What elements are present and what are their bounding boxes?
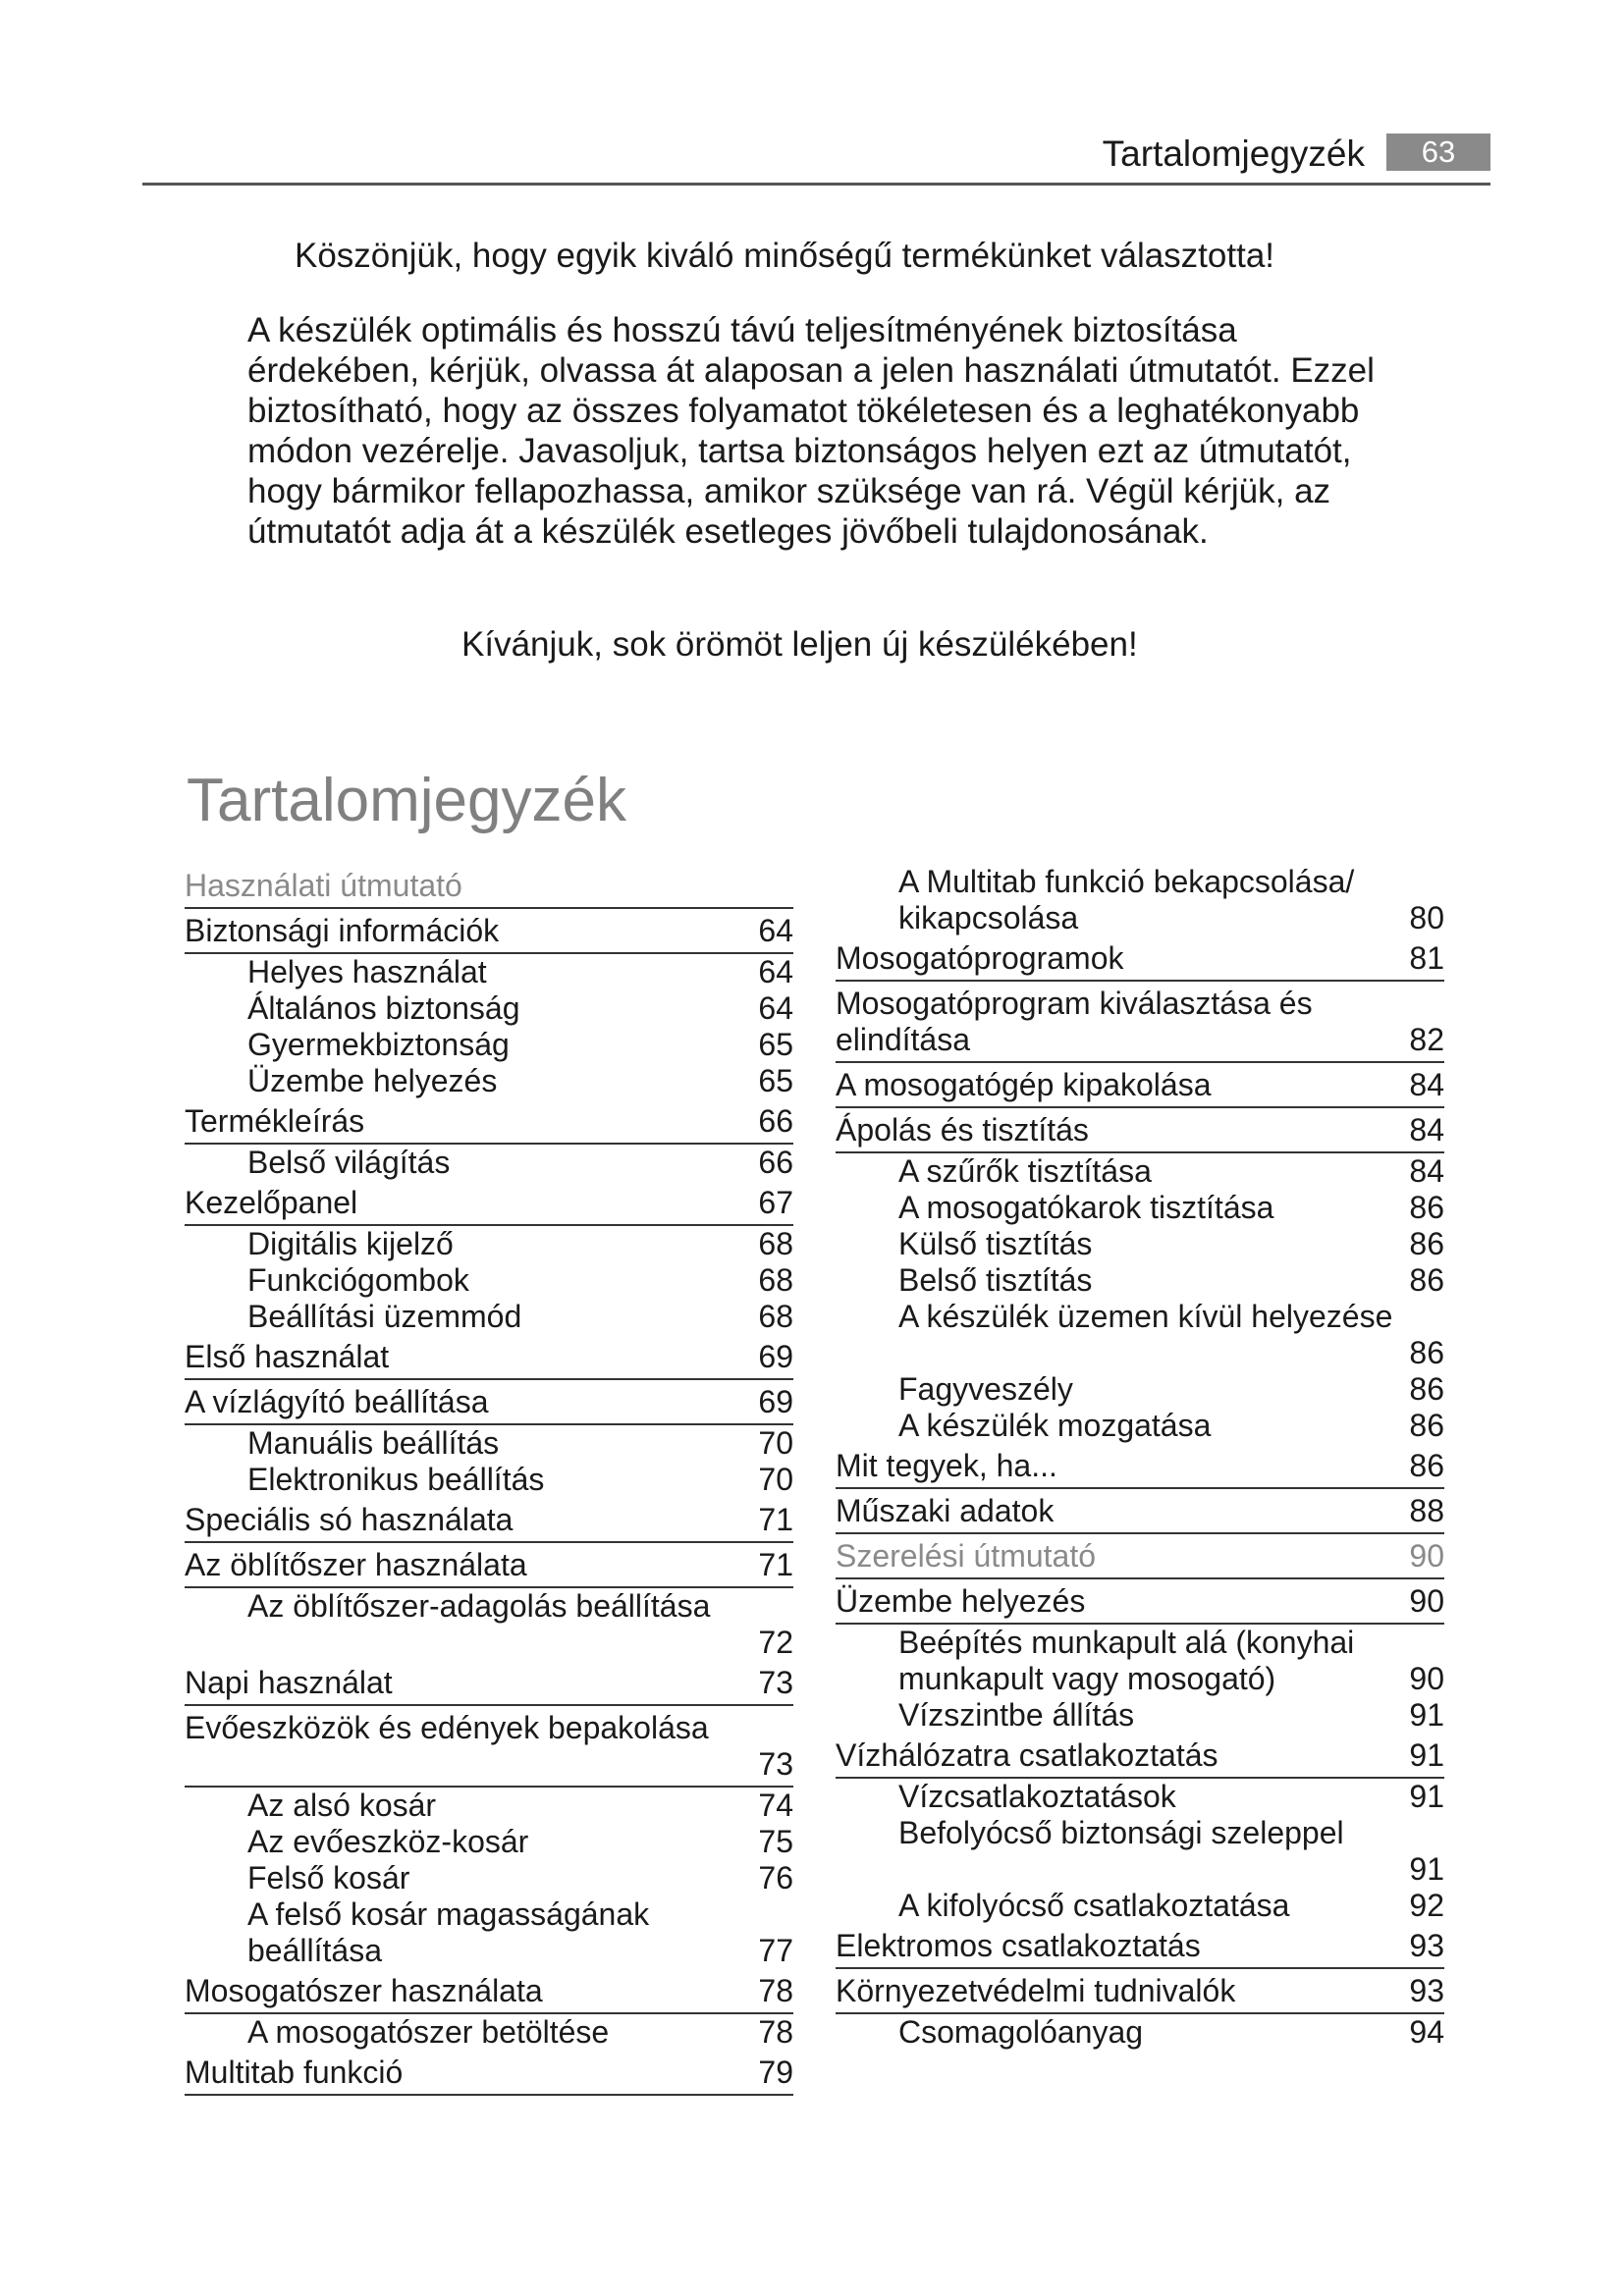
toc-subentry[interactable]: [185, 1824, 793, 1860]
toc-subentry-title: Az evőeszköz-kosár: [247, 1824, 529, 1859]
toc-subentry[interactable]: [836, 1226, 1444, 1262]
toc-subentry[interactable]: [185, 954, 793, 990]
toc-page-number: 81: [1409, 940, 1444, 976]
toc-section-label-text: Szerelési útmutató: [836, 1538, 1097, 1574]
toc-subentry-title: A Multitab funkció bekapcsolása/ kikapcsolása: [898, 864, 1355, 935]
toc-chapter-entry[interactable]: [185, 909, 793, 954]
toc-page-number: 64: [758, 913, 793, 948]
toc-subentry[interactable]: [185, 990, 793, 1027]
toc-page-number: 64: [758, 990, 793, 1026]
toc-page-number: 73: [758, 1665, 793, 1700]
toc-chapter-title: Mosogatóprogramok: [836, 940, 1124, 976]
intro-thanks: Köszönjük, hogy egyik kiváló minőségű termékünket választotta!: [295, 237, 1275, 275]
toc-page-number: 68: [758, 1299, 793, 1334]
toc-chapter-title: Mit tegyek, ha...: [836, 1448, 1057, 1483]
toc-chapter-entry[interactable]: [836, 1444, 1444, 1489]
toc-page-number: 86: [1409, 1335, 1444, 1370]
toc-chapter-entry[interactable]: [185, 1498, 793, 1543]
toc-subentry[interactable]: [836, 1697, 1444, 1734]
toc-page-number: 86: [1409, 1262, 1444, 1298]
toc-chapter-entry[interactable]: [836, 936, 1444, 982]
toc-subentry[interactable]: [185, 1588, 793, 1661]
toc-subentry[interactable]: [836, 1888, 1444, 1924]
toc-chapter-entry[interactable]: [185, 1380, 793, 1425]
toc-chapter-title: Környezetvédelmi tudnivalók: [836, 1973, 1236, 2008]
toc-subentry-title: A mosogatókarok tisztítása: [898, 1190, 1274, 1225]
toc-chapter-entry[interactable]: [185, 1335, 793, 1380]
toc-right-column: [836, 864, 1444, 2051]
toc-page-number: 86: [1409, 1371, 1444, 1407]
toc-subentry[interactable]: [185, 1063, 793, 1099]
toc-subentry[interactable]: [836, 1299, 1444, 1371]
toc-chapter-title: Kezelőpanel: [185, 1185, 358, 1220]
toc-chapter-entry[interactable]: [185, 1543, 793, 1588]
toc-subentry-title: Felső kosár: [247, 1860, 410, 1896]
toc-subentry-title: Vízszintbe állítás: [898, 1697, 1135, 1733]
toc-page-number: 94: [1409, 2014, 1444, 2050]
toc-page-number: 75: [758, 1824, 793, 1859]
toc-chapter-entry[interactable]: [836, 1489, 1444, 1534]
page-header: [142, 128, 1490, 186]
toc-chapter-entry[interactable]: [185, 1969, 793, 2014]
toc-subentry[interactable]: [185, 1788, 793, 1824]
toc-chapter-entry[interactable]: [836, 1924, 1444, 1969]
toc-subentry[interactable]: [836, 1408, 1444, 1444]
toc-chapter-entry[interactable]: [836, 1734, 1444, 1779]
toc-page-number: 70: [758, 1462, 793, 1497]
toc-subentry-title: Külső tisztítás: [898, 1226, 1093, 1261]
toc-chapter-title: Ápolás és tisztítás: [836, 1112, 1089, 1148]
toc-subentry[interactable]: [836, 1371, 1444, 1408]
toc-page-number: 93: [1409, 1973, 1444, 2008]
toc-subentry[interactable]: [185, 1896, 793, 1969]
toc-page-number: 67: [758, 1185, 793, 1220]
toc-page-number: 70: [758, 1425, 793, 1461]
toc-subentry-title: Az öblítőszer-adagolás beállítása: [247, 1588, 711, 1624]
toc-subentry-title: Az alsó kosár: [247, 1788, 437, 1823]
toc-subentry-title: A készülék mozgatása: [898, 1408, 1212, 1443]
toc-page-number: 71: [758, 1502, 793, 1537]
toc-subentry-title: A kifolyócső csatlakoztatása: [898, 1888, 1290, 1923]
toc-page-number: 91: [1409, 1697, 1444, 1733]
toc-page-number: 69: [758, 1339, 793, 1374]
page-number: 63: [1386, 133, 1490, 171]
toc-subentry[interactable]: [185, 1262, 793, 1299]
toc-chapter-title: Speciális só használata: [185, 1502, 514, 1537]
toc-subentry-title: Vízcsatlakoztatások: [898, 1779, 1176, 1814]
toc-page-number: 86: [1409, 1226, 1444, 1261]
toc-page-number: 82: [1409, 1022, 1444, 1057]
toc-page-number: 68: [758, 1226, 793, 1261]
toc-page-number: 90: [1409, 1583, 1444, 1619]
toc-page-number: 90: [1409, 1538, 1444, 1574]
toc-subentry[interactable]: [836, 1190, 1444, 1226]
toc-subentry[interactable]: [185, 1462, 793, 1498]
toc-chapter-entry[interactable]: [185, 1099, 793, 1145]
toc-page-number: 91: [1409, 1851, 1444, 1887]
toc-chapter-title: A vízlágyító beállítása: [185, 1384, 489, 1419]
toc-chapter-entry[interactable]: [185, 1181, 793, 1226]
toc-chapter-entry[interactable]: [836, 1108, 1444, 1153]
toc-page-number: 84: [1409, 1067, 1444, 1102]
toc-page-number: 86: [1409, 1448, 1444, 1483]
toc-chapter-title: Első használat: [185, 1339, 390, 1374]
toc-chapter-title: Vízhálózatra csatlakoztatás: [836, 1737, 1218, 1773]
toc-subentry-title: Helyes használat: [247, 954, 487, 989]
toc-chapter-title: Evőeszközök és edények bepakolása: [185, 1710, 709, 1745]
toc-page-number: 76: [758, 1860, 793, 1896]
toc-subentry-title: A felső kosár magasságának beállítása: [247, 1896, 650, 1968]
toc-chapter-entry[interactable]: [836, 1579, 1444, 1625]
toc-page-number: 65: [758, 1063, 793, 1098]
toc-chapter-title: Elektromos csatlakoztatás: [836, 1928, 1201, 1963]
toc-page-number: 92: [1409, 1888, 1444, 1923]
toc-subentry-title: Beépítés munkapult alá (konyhai munkapult vagy mosogató): [898, 1625, 1355, 1696]
toc-page-number: 84: [1409, 1112, 1444, 1148]
intro-wish: Kívánjuk, sok örömöt leljen új készülékében!: [461, 625, 1138, 664]
toc-page-number: 78: [758, 2014, 793, 2050]
toc-subentry-title: Befolyócső biztonsági szeleppel: [898, 1815, 1344, 1850]
toc-subentry-title: Manuális beállítás: [247, 1425, 500, 1461]
toc-page-number: 66: [758, 1145, 793, 1180]
toc-subentry-title: Csomagolóanyag: [898, 2014, 1144, 2050]
toc-page-number: 73: [758, 1746, 793, 1782]
toc-subentry-title: Belső tisztítás: [898, 1262, 1093, 1298]
toc-subentry-title: A szűrők tisztítása: [898, 1153, 1152, 1189]
toc-page-number: 91: [1409, 1737, 1444, 1773]
toc-chapter-title: Az öblítőszer használata: [185, 1547, 527, 1582]
toc-chapter-title: Napi használat: [185, 1665, 393, 1700]
toc-subentry-title: Digitális kijelző: [247, 1226, 454, 1261]
toc-page-number: 71: [758, 1547, 793, 1582]
toc-page-number: 65: [758, 1027, 793, 1062]
toc-subentry-title: A készülék üzemen kívül helyezése: [898, 1299, 1393, 1334]
intro-body: A készülék optimális és hosszú távú teljesítményének biztosítása érdekében, kérjük, olvassa át alaposan a jelen használati útmutatót. Ezzel biztosítható, hogy az összes folyamatot tökéletesen és a leghatékonyabb módon vezérelje. Javasoljuk, tartsa biztonságos helyen ezt az útmutatót, hogy bármikor fellapozhassa, amikor szüksége van rá. Végül kérjük, az útmutatót adja át a készülék esetleges jövőbeli tulajdonosának.: [247, 311, 1375, 551]
toc-chapter-title: Üzembe helyezés: [836, 1583, 1086, 1619]
toc-subentry[interactable]: [836, 1625, 1444, 1697]
toc-page-number: 72: [758, 1625, 793, 1660]
toc-page-number: 64: [758, 954, 793, 989]
toc-chapter-title: A mosogatógép kipakolása: [836, 1067, 1212, 1102]
toc-subentry[interactable]: [185, 1299, 793, 1335]
toc-subentry[interactable]: [185, 1027, 793, 1063]
toc-page-number: 86: [1409, 1408, 1444, 1443]
toc-page-number: 93: [1409, 1928, 1444, 1963]
toc-page-number: 86: [1409, 1190, 1444, 1225]
toc-subentry[interactable]: [185, 2014, 793, 2051]
toc-subentry[interactable]: [836, 1153, 1444, 1190]
toc-chapter-title: Multitab funkció: [185, 2055, 404, 2090]
toc-subentry-title: Belső világítás: [247, 1145, 451, 1180]
toc-page-number: 79: [758, 2055, 793, 2090]
toc-chapter-entry[interactable]: [185, 1706, 793, 1788]
toc-subentry[interactable]: [185, 1425, 793, 1462]
toc-section-label[interactable]: [836, 1534, 1444, 1579]
toc-subentry-title: Üzembe helyezés: [247, 1063, 498, 1098]
toc-subentry[interactable]: [836, 2014, 1444, 2051]
toc-chapter-entry[interactable]: [836, 1063, 1444, 1108]
toc-subentry-title: Általános biztonság: [247, 990, 520, 1026]
header-title: Tartalomjegyzék: [1102, 133, 1365, 174]
toc-subentry[interactable]: [836, 1815, 1444, 1888]
toc-subentry-title: Funkciógombok: [247, 1262, 469, 1298]
toc-subentry[interactable]: [185, 1145, 793, 1181]
toc-chapter-title: Termékleírás: [185, 1103, 365, 1139]
toc-page-number: 84: [1409, 1153, 1444, 1189]
toc-page-number: 90: [1409, 1661, 1444, 1696]
toc-chapter-entry[interactable]: [185, 1661, 793, 1706]
toc-subentry[interactable]: [836, 1262, 1444, 1299]
toc-subentry[interactable]: [185, 1226, 793, 1262]
toc-page-number: 77: [758, 1933, 793, 1968]
toc-page-number: 68: [758, 1262, 793, 1298]
toc-left-column: [185, 864, 793, 2096]
toc-subentry-title: A mosogatószer betöltése: [247, 2014, 610, 2050]
toc-page-number: 66: [758, 1103, 793, 1139]
toc-chapter-entry[interactable]: [185, 2051, 793, 2096]
toc-page-number: 69: [758, 1384, 793, 1419]
toc-title: Tartalomjegyzék: [187, 767, 626, 834]
toc-page-number: 88: [1409, 1493, 1444, 1528]
toc-subentry-title: Gyermekbiztonság: [247, 1027, 510, 1062]
toc-subentry[interactable]: [836, 864, 1444, 936]
toc-page-number: 80: [1409, 900, 1444, 935]
toc-page-number: 74: [758, 1788, 793, 1823]
toc-chapter-entry[interactable]: [836, 982, 1444, 1063]
toc-subentry-title: Elektronikus beállítás: [247, 1462, 545, 1497]
toc-chapter-title: Mosogatószer használata: [185, 1973, 543, 2008]
toc-chapter-title: Mosogatóprogram kiválasztása és elindítása: [836, 986, 1313, 1057]
toc-section-label[interactable]: [185, 864, 793, 909]
toc-chapter-entry[interactable]: [836, 1969, 1444, 2014]
toc-subentry[interactable]: [185, 1860, 793, 1896]
toc-chapter-title: Biztonsági információk: [185, 913, 500, 948]
toc-page-number: 78: [758, 1973, 793, 2008]
toc-chapter-title: Műszaki adatok: [836, 1493, 1055, 1528]
toc-subentry-title: Beállítási üzemmód: [247, 1299, 522, 1334]
toc-section-label-text: Használati útmutató: [185, 868, 462, 903]
toc-subentry[interactable]: [836, 1779, 1444, 1815]
toc-subentry-title: Fagyveszély: [898, 1371, 1073, 1407]
toc-page-number: 91: [1409, 1779, 1444, 1814]
